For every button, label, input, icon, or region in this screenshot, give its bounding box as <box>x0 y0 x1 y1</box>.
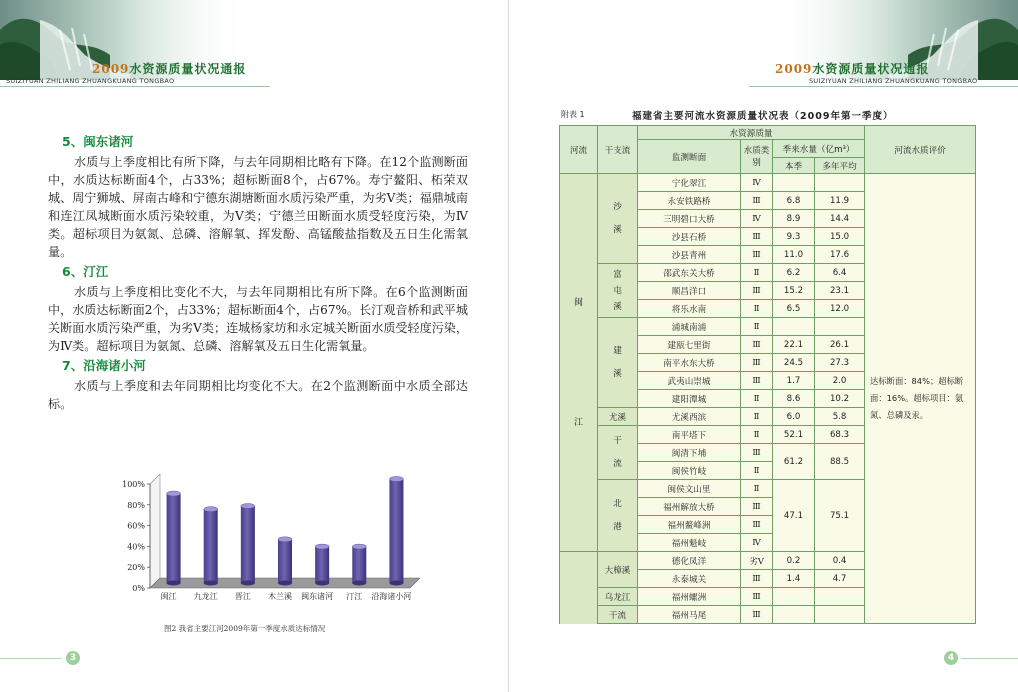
flow-current-cell: 8.9 <box>773 210 815 228</box>
bar-body <box>389 479 403 583</box>
flow-avg-cell: 10.2 <box>815 390 865 408</box>
section-text-tingjiang: 水质与上季度相比变化不大，与去年同期相比有所下降。在6个监测断面中，水质达标断面2个，占33%；超标断面4个，占67%。长汀观音桥和武平城关断面水质污染严重，为劣Ⅴ类；连城杨家坊和永定城关断面水质受轻度污染，为Ⅳ类。超标项目为氨氮、总磷、溶解氧及五日生化需氧量。 <box>48 285 468 353</box>
section-cell: 尤溪西滨 <box>638 408 741 426</box>
class-cell: Ⅱ <box>741 318 773 336</box>
report-body <box>48 131 468 413</box>
header-title <box>92 60 246 77</box>
branch-cell: 沙溪 <box>598 174 638 264</box>
flow-avg-cell <box>815 606 865 624</box>
bar-top <box>167 491 181 496</box>
section-cell: 宁化翠江 <box>638 174 741 192</box>
bar-top <box>241 504 255 509</box>
bar-body <box>167 494 181 583</box>
section-cell: 邵武东关大桥 <box>638 264 741 282</box>
flow-current-cell: 52.1 <box>773 426 815 444</box>
class-cell: Ⅲ <box>741 444 773 462</box>
bar-body <box>315 547 329 583</box>
flow-current-cell <box>773 318 815 336</box>
section-cell: 建瓯七里街 <box>638 336 741 354</box>
right-page <box>509 0 1018 692</box>
class-cell: Ⅲ <box>741 228 773 246</box>
class-cell: Ⅱ <box>741 480 773 498</box>
flow-current-cell: 6.0 <box>773 408 815 426</box>
bar-body <box>278 539 292 583</box>
class-cell: Ⅱ <box>741 300 773 318</box>
flow-avg-cell: 5.8 <box>815 408 865 426</box>
col-header-group: 水资源质量 <box>638 126 865 140</box>
flow-current-cell: 6.8 <box>773 192 815 210</box>
flow-avg-cell: 68.3 <box>815 426 865 444</box>
section-cell: 闽侯竹岐 <box>638 462 741 480</box>
branch-cell: 建溪 <box>598 318 638 408</box>
class-cell: Ⅲ <box>741 354 773 372</box>
y-tick-label: 0% <box>132 584 145 593</box>
flow-current-cell <box>773 606 815 624</box>
river-continuation-cell <box>560 552 598 624</box>
flow-avg-cell <box>815 174 865 192</box>
class-cell: Ⅱ <box>741 462 773 480</box>
flow-current-cell: 22.1 <box>773 336 815 354</box>
page-number: 4 <box>944 651 958 665</box>
flow-current-cell: 9.3 <box>773 228 815 246</box>
table-row <box>560 174 976 192</box>
section-cell: 顺昌洋口 <box>638 282 741 300</box>
section-cell: 福州马尾 <box>638 606 741 624</box>
flow-avg-cell: 23.1 <box>815 282 865 300</box>
flow-avg-merged-cell: 88.5 <box>815 444 865 480</box>
class-cell: Ⅳ <box>741 174 773 192</box>
section-cell: 福州鳌峰洲 <box>638 516 741 534</box>
bar-body <box>241 506 255 583</box>
flow-avg-cell: 0.4 <box>815 552 865 570</box>
bar-base <box>167 581 181 586</box>
branch-cell: 大樟溪 <box>598 552 638 588</box>
section-cell: 南平塔下 <box>638 426 741 444</box>
bar-base <box>241 581 255 586</box>
bar-base <box>389 581 403 586</box>
flow-current-cell: 0.2 <box>773 552 815 570</box>
section-cell: 建阳潭城 <box>638 390 741 408</box>
section-cell: 福州解放大桥 <box>638 498 741 516</box>
bar-base <box>204 581 218 586</box>
class-cell: Ⅲ <box>741 588 773 606</box>
chart-side-wall <box>150 474 160 588</box>
section-cell: 将乐水南 <box>638 300 741 318</box>
col-header-branch: 干支流 <box>598 126 638 174</box>
section-heading-tingjiang: 6、汀江 <box>62 264 109 279</box>
col-header-current: 本季 <box>773 158 815 174</box>
flow-current-cell: 24.5 <box>773 354 815 372</box>
section-heading-mindong: 5、闽东诸河 <box>62 134 134 149</box>
flow-current-cell: 11.0 <box>773 246 815 264</box>
x-category-label: 汀江 <box>346 592 363 601</box>
class-cell: Ⅲ <box>741 282 773 300</box>
bar-base <box>315 581 329 586</box>
x-category-label: 九龙江 <box>193 592 218 601</box>
header-rule <box>749 86 1018 87</box>
flow-current-cell: 1.7 <box>773 372 815 390</box>
y-tick-label: 40% <box>127 542 145 552</box>
header-year: 2009 <box>92 62 130 76</box>
class-cell: Ⅳ <box>741 210 773 228</box>
class-cell: Ⅱ <box>741 426 773 444</box>
y-tick-label: 20% <box>127 563 145 573</box>
flow-current-cell: 8.6 <box>773 390 815 408</box>
header-title <box>775 60 929 77</box>
page-number: 3 <box>66 651 80 665</box>
flow-avg-cell: 15.0 <box>815 228 865 246</box>
class-cell: Ⅲ <box>741 606 773 624</box>
footer-rule <box>961 658 1018 659</box>
class-cell: Ⅳ <box>741 534 773 552</box>
flow-current-merged-cell: 61.2 <box>773 444 815 480</box>
x-category-label: 晋江 <box>234 592 251 601</box>
header-title-text: 水资源质量状况通报 <box>812 62 930 76</box>
table-title: 福建省主要河流水资源质量状况表（2009年第一季度） <box>632 111 894 122</box>
flow-current-cell <box>773 588 815 606</box>
flow-current-merged-cell: 47.1 <box>773 480 815 552</box>
flow-current-cell: 6.2 <box>773 264 815 282</box>
flow-current-cell: 6.5 <box>773 300 815 318</box>
bar-top <box>204 507 218 512</box>
section-text-coastal: 水质与上季度和去年同期相比均变化不大。在2个监测断面中水质全部达标。 <box>48 379 468 411</box>
x-category-label: 闽东诸河 <box>301 592 334 601</box>
evaluation-cell: 达标断面：84%；超标断面：16%。超标项目：氨氮、总磷及汞。 <box>865 174 976 624</box>
bar-body <box>204 509 218 583</box>
section-cell: 三明碧口大桥 <box>638 210 741 228</box>
bar-top <box>389 477 403 482</box>
class-cell: Ⅲ <box>741 516 773 534</box>
class-cell: Ⅲ <box>741 336 773 354</box>
water-quality-table <box>559 125 976 624</box>
class-cell: Ⅲ <box>741 372 773 390</box>
y-tick-label: 80% <box>127 500 145 510</box>
y-tick-label: 100% <box>122 480 145 489</box>
flow-avg-cell: 27.3 <box>815 354 865 372</box>
bar-body <box>352 547 366 583</box>
section-cell: 沙县青州 <box>638 246 741 264</box>
flow-avg-merged-cell: 75.1 <box>815 480 865 552</box>
class-cell: Ⅲ <box>741 570 773 588</box>
x-category-label: 闽江 <box>160 592 177 601</box>
col-header-avg: 多年平均 <box>815 158 865 174</box>
section-cell: 浦城南浦 <box>638 318 741 336</box>
compliance-bar-chart <box>110 470 420 615</box>
header-rule <box>0 86 270 87</box>
section-cell: 南平水东大桥 <box>638 354 741 372</box>
section-cell: 武夷山崇城 <box>638 372 741 390</box>
section-cell: 福州魁岐 <box>638 534 741 552</box>
section-cell: 永泰城关 <box>638 570 741 588</box>
class-cell: Ⅲ <box>741 246 773 264</box>
class-cell: Ⅱ <box>741 264 773 282</box>
x-category-label: 木兰溪 <box>268 592 292 601</box>
bar-base <box>278 581 292 586</box>
header-year: 2009 <box>775 62 813 76</box>
class-cell: 劣Ⅴ <box>741 552 773 570</box>
class-cell: Ⅱ <box>741 390 773 408</box>
y-tick-label: 60% <box>127 521 145 531</box>
col-header-class: 水质类别 <box>741 140 773 174</box>
flow-avg-cell: 2.0 <box>815 372 865 390</box>
river-name-cell: 闽江 <box>560 174 598 552</box>
col-header-flow: 季来水量（亿m³） <box>773 140 865 158</box>
col-header-river: 河流 <box>560 126 598 174</box>
flow-current-cell <box>773 174 815 192</box>
flow-avg-cell: 4.7 <box>815 570 865 588</box>
class-cell: Ⅲ <box>741 498 773 516</box>
flow-current-cell: 15.2 <box>773 282 815 300</box>
chart-caption: 图2 我省主要江河2009年第一季度水质达标情况 <box>164 624 326 633</box>
footer-rule <box>0 658 62 659</box>
header-subtitle: SUIZIYUAN ZHILIANG ZHUANGKUANG TONGBAO <box>6 77 175 85</box>
section-cell: 闽清下埔 <box>638 444 741 462</box>
flow-avg-cell: 14.4 <box>815 210 865 228</box>
bar-top <box>352 544 366 549</box>
x-category-label: 沿海诸小河 <box>371 592 412 601</box>
class-cell: Ⅱ <box>741 408 773 426</box>
bar-top <box>315 544 329 549</box>
section-text-mindong: 水质与上季度相比有所下降，与去年同期相比略有下降。在12个监测断面中，水质达标断面4个，占33%；超标断面8个，占67%。寿宁鳌阳、柘荣双城、周宁狮城、屏南古峰和宁德东湖塘断面水质污染严重，为劣Ⅴ类；福鼎城南和连江凤城断面水质污染较重，为Ⅴ类；宁德兰田断面水质受轻度污染，为Ⅳ类。超标项目为氨氮、总磷、溶解氧、挥发酚、高锰酸盐指数及五日生化需氧量。 <box>48 155 468 259</box>
class-cell: Ⅲ <box>741 192 773 210</box>
flow-avg-cell: 17.6 <box>815 246 865 264</box>
flow-avg-cell <box>815 588 865 606</box>
bar-top <box>278 537 292 542</box>
section-cell: 沙县石桥 <box>638 228 741 246</box>
flow-avg-cell: 26.1 <box>815 336 865 354</box>
branch-cell: 乌龙江 <box>598 588 638 606</box>
flow-current-cell: 1.4 <box>773 570 815 588</box>
flow-avg-cell: 6.4 <box>815 264 865 282</box>
flow-avg-cell: 11.9 <box>815 192 865 210</box>
flow-avg-cell <box>815 318 865 336</box>
col-header-section: 监测断面 <box>638 140 741 174</box>
col-header-eval: 河流水质评价 <box>865 126 976 174</box>
section-cell: 德化凤洋 <box>638 552 741 570</box>
section-cell: 福州螺洲 <box>638 588 741 606</box>
branch-cell: 富屯溪 <box>598 264 638 318</box>
section-cell: 闽侯文山里 <box>638 480 741 498</box>
branch-cell: 北港 <box>598 480 638 552</box>
branch-cell: 干流 <box>598 426 638 480</box>
table-label: 附表 1 <box>561 110 585 119</box>
header-subtitle: SUIZIYUAN ZHILIANG ZHUANGKUANG TONGBAO <box>809 77 978 85</box>
branch-cell: 干流 <box>598 606 638 624</box>
section-cell: 永安铁路桥 <box>638 192 741 210</box>
section-heading-coastal: 7、沿海诸小河 <box>62 358 146 373</box>
header-title-text: 水资源质量状况通报 <box>129 62 247 76</box>
bar-base <box>352 581 366 586</box>
flow-avg-cell: 12.0 <box>815 300 865 318</box>
branch-cell: 尤溪 <box>598 408 638 426</box>
